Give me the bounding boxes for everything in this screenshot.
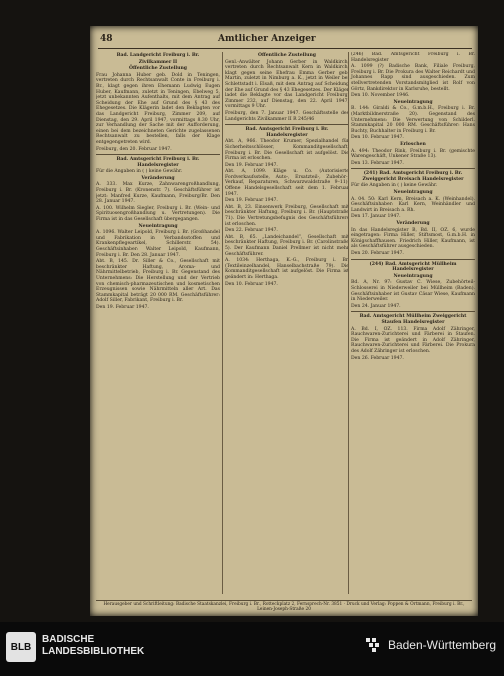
notice-paragraph: A. 1096. Walter Leipold, Freiburg i. Br. (Großhandel und Fabrikation in Verbandsstoffen und Krankenpflegeartikel, Schillerstr. 54). Geschäftsinhaber: Walter Leipold, Kaufmann, Freiburg i. Br. Den 28. Januar 1947. — [96, 230, 220, 258]
notice-paragraph: Den 13. Februar 1947. — [351, 160, 404, 166]
section-heading: Öffentliche Zustellung — [128, 66, 187, 72]
notice-paragraph: Freiburg, den 20. Februar 1947. — [96, 146, 172, 152]
notice-paragraph: Frau Johanna Huber geb. Dold in Teningen, vertreten durch Rechtsanwalt Conte in Freiburg i. Br., klagt gegen ihren Ehemann Ludwig Eugen Huber, Kaufmann, zuletzt in Teningen, Ebelweg 5, jetzt unbekannten Aufenthalts, mit dem Antrag auf Scheidung der Ehe auf Grund des § 43 des Ehegesetzes. Die Klägerin ladet den Beklagten vor das Landgericht Freiburg, Zimmer 209, auf Dienstag, den 29. April 1947, vormittags 8.30 Uhr, zur Verhandlung der Sache mit der Aufforderung, einen bei dem bezeichneten Gerichte zugelassenen Rechtsanwalt zu bestellen, falls der Klage entgegengetreten wird. — [96, 72, 220, 145]
notice-paragraph: Für die Angaben in ( ) keine Gewähr. — [96, 169, 183, 175]
column-divider — [351, 259, 475, 260]
notice-paragraph: Den 20. Februar 1947. — [351, 251, 404, 256]
column-divider — [96, 154, 220, 155]
notice-paragraph: Den 19. Februar 1947. — [225, 162, 278, 168]
section-heading: Neueintragung — [393, 190, 433, 196]
notice-paragraph: A. Bd. I, OZ. 113. Firma Adolf Zähringer, Rauchwaren-Zurichterei und Färberei in Staufen. Die Firma ist geändert in Adolf Zähringer, Rauchwaren-Zurichterei und Färberei. Die Prokura des Adolf Zähringer ist erloschen. — [351, 326, 475, 354]
column-divider — [351, 311, 475, 312]
notice-paragraph: Genl.-Anwälter Johann Gerber in Waldkirch, vertreten durch Rechtsanwalt Kern in Waldkirch, klagt gegen seine Ehefrau Emma Gerber geb. Martin, zuletzt in Nimburg a. K., jetzt in Weiler bei Schlettstadt i. Elsaß, mit dem Antrag auf Scheidung der Ehe auf Grund des § 43 Ehegesetzes. Der Kläger ladet die Beklagte vor das Landgericht Freiburg, Zimmer 232, auf Dienstag, den 22. April 1947, vormittags 9 Uhr. — [225, 59, 349, 110]
page-header — [98, 32, 472, 49]
column-1 — [96, 52, 220, 594]
section-heading: Erloschen — [400, 141, 426, 147]
section-heading: (244) Bad. Amtsgericht Müllheim Handelsregister — [369, 261, 457, 273]
blb-logo-icon[interactable]: BLB — [6, 632, 36, 662]
column-3 — [348, 52, 475, 594]
section-heading: Bad. Amtsgericht Freiburg i. Br. Handelsregister — [116, 157, 200, 168]
section-heading: Zivilkammer II — [138, 59, 178, 65]
library-name[interactable] — [42, 634, 144, 658]
page-footer: Herausgeber und Schriftleitung: Badische Staatskanzlei, Freiburg i. Br., Rotteckplatz 2, Fernsprech-Nr. 3851 · Druck und Verlag: Poppen & Ortmann, Freiburg i. Br., Leinen-Joseph-Straße 20 — [96, 600, 472, 612]
notice-paragraph: Abt. B, 65. „Landeichandel“, Gesellschaft mit beschränkter Haftung, Freiburg i. Br. (Carolinstraße 5). Der Kaufmann Daniel Prellmer ist nicht mehr Geschäftsführer. — [225, 234, 349, 257]
section-heading: Öffentliche Zustellung — [257, 53, 316, 58]
notice-paragraph: A. 100. Wilhelm Siegler, Freiburg i. Br. (Wein- und Spirituosengroßhandlung u. Vertretungen). Die Firma ist in das Gesellschaft übergegangen. — [96, 205, 220, 223]
document-page — [90, 26, 478, 616]
section-heading: (241) Bad. Amtsgericht Freiburg i. Br. Zweiggericht Breisach Handelsregister — [362, 171, 464, 182]
notice-paragraph: Den 19. Februar 1947. — [96, 304, 149, 310]
notice-paragraph: Bd. A, Nr. 97: Gustav C. Wiese, Zubehörteil-Schlosserei in Niederweiler bei Müllheim (Baden). Geschäftsinhaber ist Gustav Cäsar Wiese, Kaufmann in Niederweiler. — [351, 280, 475, 303]
notice-paragraph: A. 494: Theodor Rink, Freiburg i. Br. (gemischte Warengeschäft, Unkener Straße 13). — [351, 148, 475, 160]
notice-paragraph: Den 26. Februar 1947. — [351, 355, 404, 361]
notice-paragraph: Den 10. Februar 1947. — [351, 135, 404, 141]
viewer-footer-bar — [0, 622, 504, 676]
section-heading: Bad. Amtsgericht Freiburg i. Br. Handelsregister — [245, 127, 329, 138]
column-2 — [222, 52, 349, 594]
library-name-line2: LANDESBIBLIOTHEK — [42, 646, 145, 657]
notice-paragraph: Den 24. Januar 1947. — [351, 303, 401, 309]
section-heading: Bad. Landgericht Freiburg i. Br. — [116, 53, 200, 58]
notice-paragraph: Abt. A, 1099. Kläge u. Co. (Autorisierte Fordverkaufsstelle, Auto-, Ersatzteil-, Zubehör-, Verkauf, Reparaturen, Schwarzwaldstraße 9–11). Offene Handelsgesellschaft seit dem 1. Februar 1947. — [225, 169, 349, 197]
section-heading: Veränderung — [141, 175, 175, 181]
bw-name: Baden-Württemberg — [387, 638, 496, 652]
notice-paragraph: Für die Angaben in ( ) keine Gewähr. — [351, 183, 438, 189]
notice-paragraph: A. 1034: Herthaga, K.-G., Freiburg i. Br. (Textileinzelhandel, Hanselbachstraße 79). Die Kommanditgesellschaft ist aufgelöst. Die Firma ist geändert in: Herthaga. — [225, 258, 349, 280]
notice-paragraph: Abt. B, 23. Einsenwerk Freiburg, Gesellschaft mit beschränkter Haftung, Freiburg i. Br. (Hauptstraße 71). Die Vertretungsbefugnis des Geschäftsführers ist erloschen. — [225, 204, 349, 227]
notice-paragraph: A. 1099 (?) Badische Bank, Filiale Freiburg, Freiburg i. Br. Die Prokura des Walter Reichardt und Johannes Rapp sind ausgeschieden. Zum stellvertretenden Vorstandsmitglied ist Rolf von Görtz, Bankdirektor in Karlsruhe, bestellt. — [351, 64, 475, 92]
library-name-line1: BADISCHE — [42, 634, 95, 645]
section-heading: Bad. Amtsgericht Müllheim Zweiggericht Staufen Handelsregister — [359, 314, 467, 325]
notice-paragraph: A. 04. 50: Karl Kern, Breisach a. K. (Weinhandel). Geschäftsinhaber: Karl Kern, Weinhändler und Landwirt in Breisach a. Rh. — [351, 196, 475, 213]
notice-paragraph: (246) Bad. Amtsgericht Freiburg i. Br. Handelsregister — [351, 52, 475, 63]
page-title: Amtlicher Anzeiger — [218, 34, 316, 44]
bw-brand[interactable] — [366, 638, 496, 652]
section-heading: Neueintragung — [138, 223, 178, 229]
notice-paragraph: B. 144: Giraldi & Co., G.m.b.H., Freiburg i. Br. (Marktbildnerstraße 20). Gegenstand des Unternehmens: Die Verwertung von Schilderl. Stammkapital 20 000 RM. Geschäftsführer: Hans Buchty, Buchhalter in Freiburg i. Br. — [351, 106, 475, 134]
column-divider — [351, 168, 475, 169]
section-heading: Veränderung — [396, 221, 430, 227]
notice-paragraph: Abt. A, 966. Theodor Krumer, Spezialhandel für Sicherheitsschlösser, Kommanditgesellschaft, Freiburg i. Br. Die Gesellschaft ist aufgelöst. Die Firma ist erloschen. — [225, 139, 349, 162]
notice-paragraph: Den 19. Februar 1947. — [225, 198, 278, 204]
notice-paragraph: Den 10. Februar 1947. — [225, 281, 278, 287]
bw-logo-icon — [366, 638, 382, 652]
notice-paragraph: In das Handelsregister B, Bd. II, OZ. 6, wurde eingetragen: Firma Hiller, Stiftsmost, G.m.b.H. in Königschaffhausen. Friedrich Hiller, Kaufmann, ist als Geschäftsführer ausgeschieden. — [351, 227, 475, 250]
notice-paragraph: Den 17. Januar 1947. — [351, 214, 401, 220]
notice-paragraph: Den 10. November 1946. — [351, 93, 410, 99]
section-heading: Neueintragung — [393, 273, 433, 279]
notice-paragraph: Abt. B, 145. Dr. Siller & Co., Gesellschaft mit beschränkter Haftung, Aroma- und Nährmittelbetrieb, Freiburg i. Br. Gegenstand des Unternehmens: Die Herstellung und der Vertrieb von chemisch-pharmazeutischen und kosmetischen Erzeugnissen sowie Nährmitteln aller Art. Das Stammkapital beträgt 20 000 RM. Geschäftsführer: Adolf Siller, Fabrikant, Freiburg i. Br. — [96, 259, 220, 304]
notice-paragraph: A. 333. Max Kurze, Zahnwarengroßhandlung, Freiburg i. Br. (Kronenstr. 7). Geschäftsführer ist jetzt: Manfred Kurze, Kaufmann, Freiburg/Br. Den 28. Januar 1947. — [96, 182, 220, 205]
notice-paragraph: Den 22. Februar 1947. — [225, 228, 278, 234]
section-heading: Neueintragung — [393, 99, 433, 105]
page-number: 48 — [100, 34, 113, 44]
notice-paragraph: Freiburg, den 7. Januar 1947. Geschäftsstelle des Landgerichts Zivilkammer II R 245/46 — [225, 110, 349, 122]
column-divider — [225, 124, 349, 125]
